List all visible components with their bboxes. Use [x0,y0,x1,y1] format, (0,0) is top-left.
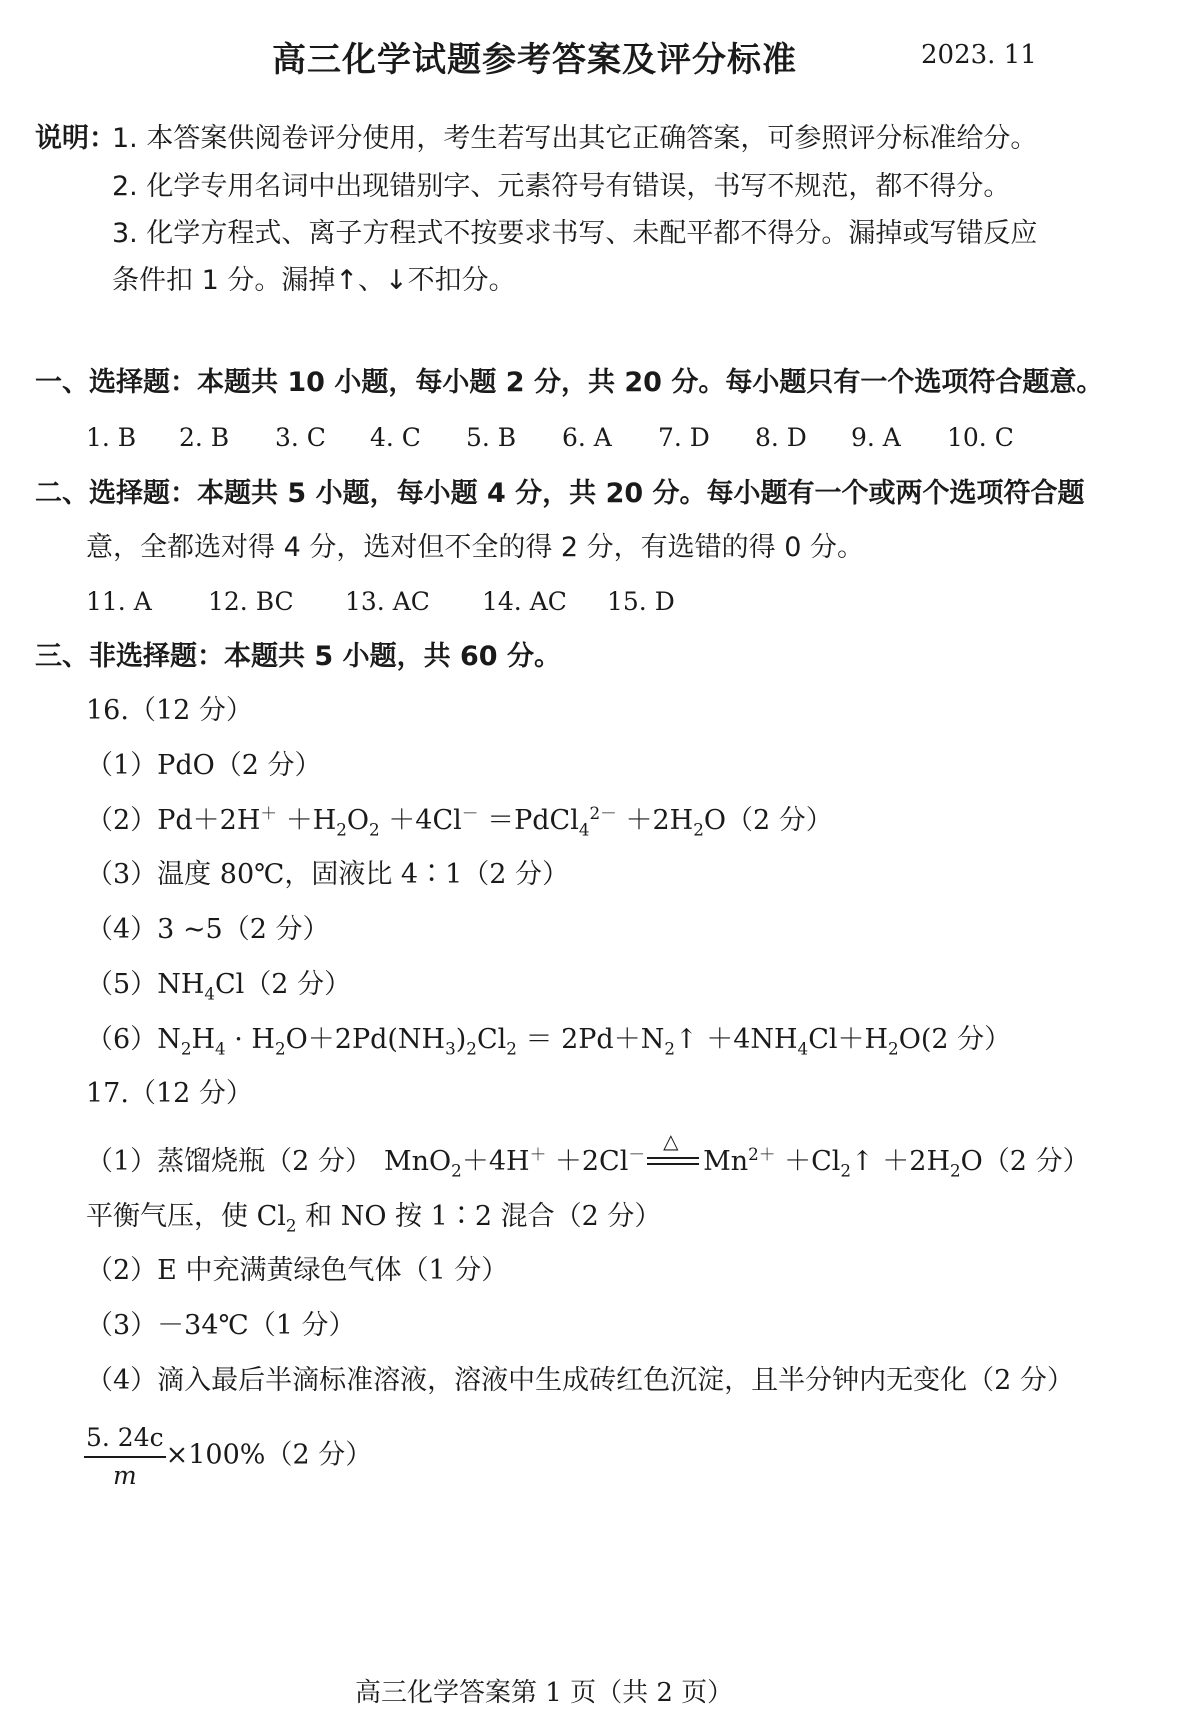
answer-text: 平衡气压，使 Cl [86,1201,286,1232]
section3-heading: 三、非选择题：本题共 5 小题，共 60 分。 [35,641,561,672]
fraction-denominator: m [112,1461,137,1490]
answer-item: 10. C [947,423,1014,452]
section1-answers [86,420,1014,456]
ionic-equation: $Pd+2H^+ +H_2O_2 +4Cl^-$ ＝PdCl$_4^{2-}$ $+2H_2O$ [157,803,726,840]
q17-equation-1 [384,1128,1090,1181]
q17-answer-5 [84,1420,372,1494]
q16-answer-2 [86,803,833,839]
reaction-condition: △ [663,1128,679,1153]
exam-date: 2023. 11 [921,40,1037,70]
score: (2 分） [920,1024,1012,1055]
chemical-equation: $N_2H_4 \cdot H_2O+2Pd(NH_3)_2Cl_2$ ＝ $2Pd+N_2↑ +4NH_4Cl+H_2O$ [157,1024,921,1059]
q16-title: 16.（12 分） [86,695,253,726]
answer-text: 和 NO 按 1∶2 混合（2 分） [296,1201,662,1232]
page-footer: 高三化学答案第 1 页（共 2 页） [355,1678,734,1708]
q16-answer-1: （1）PdO（2 分） [86,750,322,781]
q17-answer-1: （1）蒸馏烧瓶（2 分） [86,1146,372,1177]
answer-item: 6. A [562,423,612,452]
note-item: 3. 化学方程式、离子方程式不按要求书写、未配平都不得分。漏掉或写错反应 [112,218,1038,249]
answer-item: 9. A [851,423,901,452]
answer-label: （2） [86,805,158,836]
fraction-numerator: 5. 24c [84,1420,166,1458]
q17-title: 17.（12 分） [86,1078,253,1109]
note-item: 2. 化学专用名词中出现错别字、元素符号有错误，书写不规范，都不得分。 [112,171,1011,202]
section2-answers [86,584,675,620]
answer-item: 7. D [658,423,710,452]
q16-answer-4: （4）3 ~5（2 分） [86,914,330,945]
score: （2 分） [982,1146,1090,1177]
q17-answer-1b: 平衡气压，使 $Cl_2$ 和 NO 按 1∶2 混合（2 分） [86,1201,662,1236]
section1-heading: 一、选择题：本题共 10 小题，每小题 2 分，共 20 分。每小题只有一个选项符合题意。 [35,367,1104,398]
chemical-equation: MnO$_2$＋4H＋ ＋2Cl－ △ $Mn^{2+}$ $+Cl_2↑ +2H_2O$ [384,1128,983,1181]
answer-item: 2. B [179,423,230,452]
notes-label: 说明： [35,123,116,154]
formula: $NH_4Cl$ [157,969,245,1004]
answer-label: （5） [86,969,158,1000]
answer-item: 4. C [370,423,421,452]
section2-heading: 二、选择题：本题共 5 小题，每小题 4 分，共 20 分。每小题有一个或两个选项符合题 [35,478,1085,509]
note-item: 1. 本答案供阅卷评分使用，考生若写出其它正确答案，可参照评分标准给分。 [112,123,1038,154]
fraction [84,1420,166,1494]
q16-answer-5 [86,967,351,1003]
q17-answer-4: （4）滴入最后半滴标准溶液，溶液中生成砖红色沉淀，且半分钟内无变化（2 分） [86,1365,1074,1396]
q17-answer-3: （3）－34℃（1 分） [86,1310,356,1341]
answer-text: ×100%（2 分） [165,1439,373,1471]
q16-answer-3: （3）温度 80℃，固液比 4∶1（2 分） [86,859,570,890]
answer-item: 8. D [755,423,807,452]
page-title: 高三化学试题参考答案及评分标准 [272,40,797,80]
answer-item: 12. BC [208,587,294,616]
q16-answer-6 [86,1022,1011,1058]
note-item: 条件扣 1 分。漏掉↑、↓不扣分。 [112,265,516,296]
answer-item: 15. D [607,587,675,616]
answer-item: 14. AC [482,587,567,616]
section2-heading-cont: 意，全都选对得 4 分，选对但不全的得 2 分，有选错的得 0 分。 [86,532,865,563]
answer-item: 13. AC [345,587,430,616]
q17-answer-2: （2）E 中充满黄绿色气体（1 分） [86,1255,509,1286]
answer-item: 3. C [275,423,326,452]
answer-label: （6） [86,1024,158,1055]
score: （2 分） [244,969,352,1000]
score: （2 分） [725,805,833,836]
answer-item: 1. B [86,423,137,452]
answer-item: 5. B [466,423,517,452]
answer-item: 11. A [86,587,152,616]
